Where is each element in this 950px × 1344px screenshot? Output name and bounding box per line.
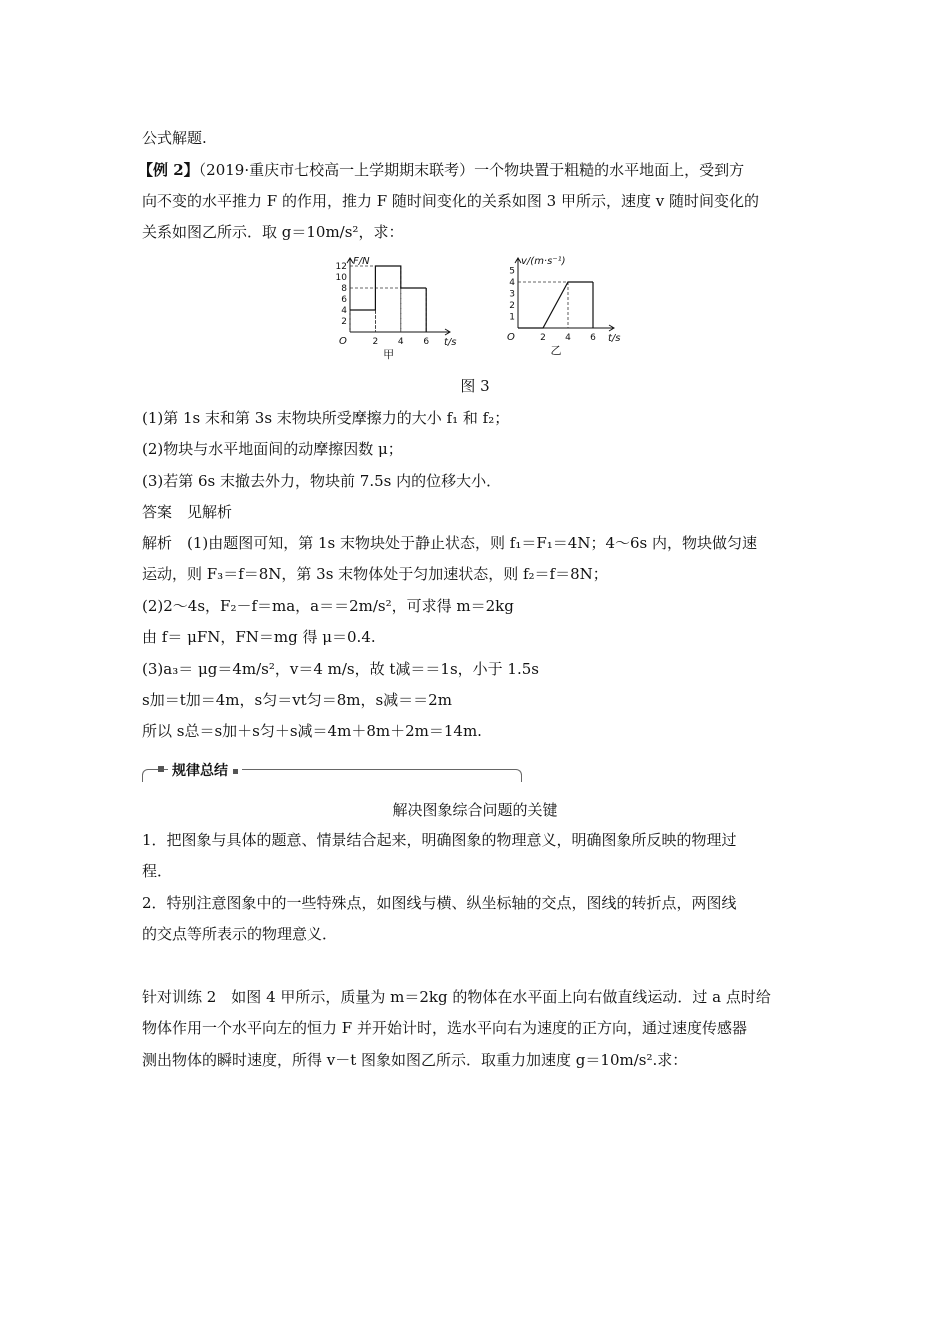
- y-tick-label: 1: [509, 312, 515, 323]
- training-text: 物体作用一个水平向左的恒力 F 并开始计时，选水平向右为速度的正方向，通过速度传感器: [142, 1019, 747, 1037]
- summary-point: 1．把图象与具体的题意、情景结合起来，明确图象的物理意义，明确图象所反映的物理过: [142, 831, 737, 849]
- velocity-time-graph: [500, 252, 630, 370]
- figure-3-right-graph: [500, 252, 630, 370]
- sub-caption: 乙: [550, 344, 562, 357]
- x-tick-label: 2: [372, 337, 379, 347]
- x-tick-label: 2: [540, 333, 546, 343]
- y-axis-label: v/(m·s⁻¹): [521, 256, 566, 267]
- answer-line: 答案 见解析: [142, 503, 233, 521]
- y-axis-label: F/N: [353, 256, 370, 267]
- text-line: 公式解题.: [142, 129, 207, 147]
- question-1: (1)第 1s 末和第 3s 末物块所受摩擦力的大小 f₁ 和 f₂；: [142, 409, 510, 427]
- text-line: 关系如图乙所示．取 g＝10m/s²，求：: [142, 223, 404, 241]
- solution-line: 解析 (1)由题图可知，第 1s 末物块处于静止状态，则 f₁＝F₁＝4N；4～6s 内，物块做匀速: [142, 534, 758, 552]
- x-tick-label: 6: [590, 333, 596, 343]
- solution-line: 所以 s总＝s加＋s匀＋s减＝4m＋8m＋2m＝14m.: [142, 722, 482, 740]
- y-tick-label: 2: [509, 301, 515, 311]
- example-tag: 【例 2】: [138, 161, 199, 179]
- summary-heading: 解决图象综合问题的关键: [392, 801, 558, 819]
- question-2: (2)物块与水平地面间的动摩擦因数 μ；: [142, 440, 403, 458]
- y-tick-label: 4: [509, 278, 515, 288]
- y-tick-label: 6: [341, 295, 347, 305]
- summary-marker-left: [158, 766, 164, 772]
- force-time-graph: [322, 252, 462, 370]
- x-tick-label: 6: [423, 337, 430, 347]
- y-tick-label: 3: [509, 289, 515, 300]
- example-text: （2019·重庆市七校高一上学期期末联考）一个物块置于粗糙的水平地面上，受到方: [198, 161, 745, 179]
- y-tick-label: 4: [341, 306, 347, 316]
- origin-label: O: [507, 332, 515, 343]
- y-tick-label: 5: [509, 266, 515, 277]
- summary-point: 程．: [142, 862, 173, 880]
- x-tick-label: 4: [397, 337, 404, 347]
- figure-caption: 图 3: [460, 377, 490, 395]
- summary-point: 的交点等所表示的物理意义．: [142, 925, 338, 943]
- y-tick-label: 10: [335, 273, 347, 283]
- example-heading: [138, 160, 744, 180]
- sub-caption: 甲: [383, 348, 395, 361]
- summary-title: 规律总结: [168, 760, 242, 780]
- training-text: 测出物体的瞬时速度，所得 v－t 图象如图乙所示．取重力加速度 g＝10m/s².求：: [142, 1051, 688, 1069]
- summary-point: 2．特别注意图象中的一些特殊点，如图线与横、纵坐标轴的交点，图线的转折点，两图线: [142, 894, 737, 912]
- solution-line: 运动，则 F₃＝f＝8N，第 3s 末物体处于匀加速状态，则 f₂＝f＝8N；: [142, 565, 608, 583]
- data-series-line: [518, 282, 593, 328]
- solution-line: 由 f＝ μFN，FN＝mg 得 μ＝0.4.: [142, 628, 376, 646]
- solution-line: s加＝t加＝4m，s匀＝vt匀＝8m，s减＝＝2m: [142, 691, 452, 709]
- x-axis-label: t/s: [444, 337, 457, 348]
- y-tick-label: 2: [341, 317, 347, 327]
- text-line: 向不变的水平推力 F 的作用，推力 F 随时间变化的关系如图 3 甲所示，速度 v 随时间变化的: [142, 192, 759, 210]
- solution-line: (2)2～4s，F₂－f＝ma，a＝＝2m/s²，可求得 m＝2kg: [142, 597, 514, 615]
- training-text: 针对训练 2 如图 4 甲所示，质量为 m＝2kg 的物体在水平面上向右做直线运动．过 a 点时给: [142, 988, 771, 1006]
- y-tick-label: 8: [341, 284, 347, 294]
- y-tick-label: 12: [335, 262, 347, 272]
- figure-3-left-graph: [322, 252, 462, 370]
- x-axis-label: t/s: [608, 333, 621, 344]
- solution-line: (3)a₃＝ μg＝4m/s²，v＝4 m/s，故 t减＝＝1s，小于 1.5s: [142, 660, 539, 678]
- summary-box-header: [142, 760, 520, 780]
- x-tick-label: 4: [565, 333, 571, 343]
- origin-label: O: [339, 336, 347, 347]
- question-3: (3)若第 6s 末撤去外力，物块前 7.5s 内的位移大小．: [142, 472, 502, 490]
